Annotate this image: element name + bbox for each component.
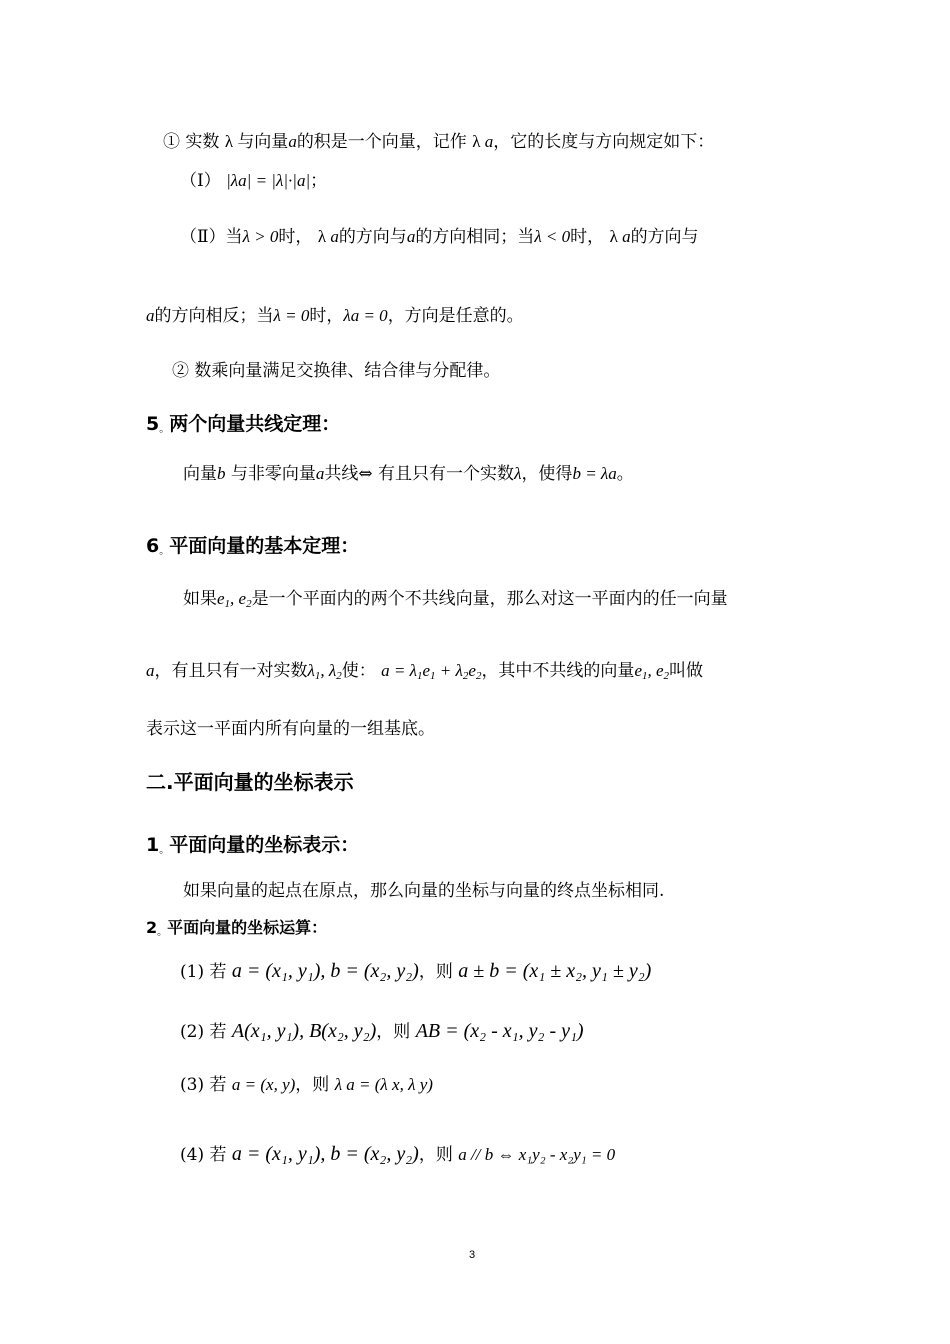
rule-2-roman: （Ⅰ） xyxy=(180,171,221,191)
section-5-heading: 5。两个向量共线定理： xyxy=(146,413,341,435)
subsection-1-body: 如果向量的起点在原点，那么向量的坐标与向量的终点坐标相同. xyxy=(183,881,665,901)
page-number: 3 xyxy=(469,1249,476,1261)
coordinate-rule-1: (1) 若 a = (x₁, y₁), b = (x₂, y₂)，则 a ± b = (x₁ ± x₂, y₁ ± y₂) xyxy=(180,960,652,982)
subsection-1-heading: 1。平面向量的坐标表示： xyxy=(146,834,360,856)
section-6-line-1: 如果$e_1$, $e_2$是一个平面内的两个不共线向量，那么对这一平面内的任一向量 xyxy=(183,589,728,610)
section-6-heading: 6。平面向量的基本定理： xyxy=(146,535,360,557)
rule-3-line: （Ⅱ）当λ > 0时， λ a的方向与a的方向相同；当λ < 0时， λ a的方向与 xyxy=(180,227,699,247)
rule-1-text-d: ，它的长度与方向规定如下： xyxy=(493,132,715,152)
rule-3-cond-2: λ < 0 xyxy=(534,227,571,246)
rule-3-t4: 时， xyxy=(570,227,605,247)
rule-3-t1: 时， xyxy=(278,227,313,247)
rule-2-end: ； xyxy=(310,171,328,191)
subsection-2-heading: 2。平面向量的坐标运算： xyxy=(146,918,328,938)
rule-4-t3: ，方向是任意的。 xyxy=(387,306,524,326)
rule-5-line: ② 数乘向量满足交换律、结合律与分配律。 xyxy=(172,361,501,381)
rule-2-line xyxy=(180,170,327,192)
rule-3-cond-1: λ > 0 xyxy=(242,227,279,246)
rule-1-line: ① 实数 λ 与向量a的积是一个向量，记作 λ a，它的长度与方向规定如下： xyxy=(163,132,715,152)
rule-1-text-b: 与向量 xyxy=(237,132,289,152)
rule-3-t5: 的方向与 xyxy=(630,227,699,247)
section-6-formula: $a = \lambda_1e_1 + \lambda_2e_2$ xyxy=(381,661,482,682)
section-6-line-3: 表示这一平面内所有向量的一组基底。 xyxy=(146,719,435,739)
rule-3-roman: （Ⅱ）当 xyxy=(180,227,243,247)
rule-1-text-a: ① 实数 xyxy=(163,132,220,152)
coordinate-rule-4: (4) 若 a = (x₁, y₁), b = (x₂, y₂)，则 a // b ⇔ x₁y₂ - x₂y₁ = 0 xyxy=(180,1143,616,1165)
rule-4-formula: λa = 0 xyxy=(343,306,388,325)
rule-4-t2: 时， xyxy=(309,306,344,326)
section-5-body: 向量b 与非零向量a共线⇔ 有且只有一个实数λ，使得b = λa。 xyxy=(183,464,634,484)
section-6-line-2: a，有且只有一对实数$\lambda_1$, $\lambda_2$使： $a = \lambda_1e_1 + \lambda_2e_2$，其中不共线的向量$e_1$, $e_2$叫做 xyxy=(146,661,704,682)
coordinate-rule-2: (2) 若 A(x₁, y₁), B(x₂, y₂)，则 AB = (x₂ - x₁, y₂ - y₁) xyxy=(180,1020,584,1042)
section-5-formula: b = λa xyxy=(572,464,617,483)
part-2-heading: 二.平面向量的坐标表示 xyxy=(146,770,354,794)
rule-1-text-c: 的积是一个向量，记作 xyxy=(296,132,467,152)
rule-4-line: a的方向相反；当λ = 0时，λa = 0，方向是任意的。 xyxy=(146,306,524,326)
rule-3-t2: 的方向与 xyxy=(338,227,407,247)
rule-2-formula: |λa| = |λ|·|a| xyxy=(226,171,311,190)
coordinate-rule-3: (3) 若 a = (x, y)，则 λ a = (λ x, λ y) xyxy=(180,1075,433,1095)
rule-4-cond: λ = 0 xyxy=(273,306,310,325)
rule-4-t1: 的方向相反；当 xyxy=(154,306,274,326)
rule-3-t3: 的方向相同；当 xyxy=(415,227,535,247)
